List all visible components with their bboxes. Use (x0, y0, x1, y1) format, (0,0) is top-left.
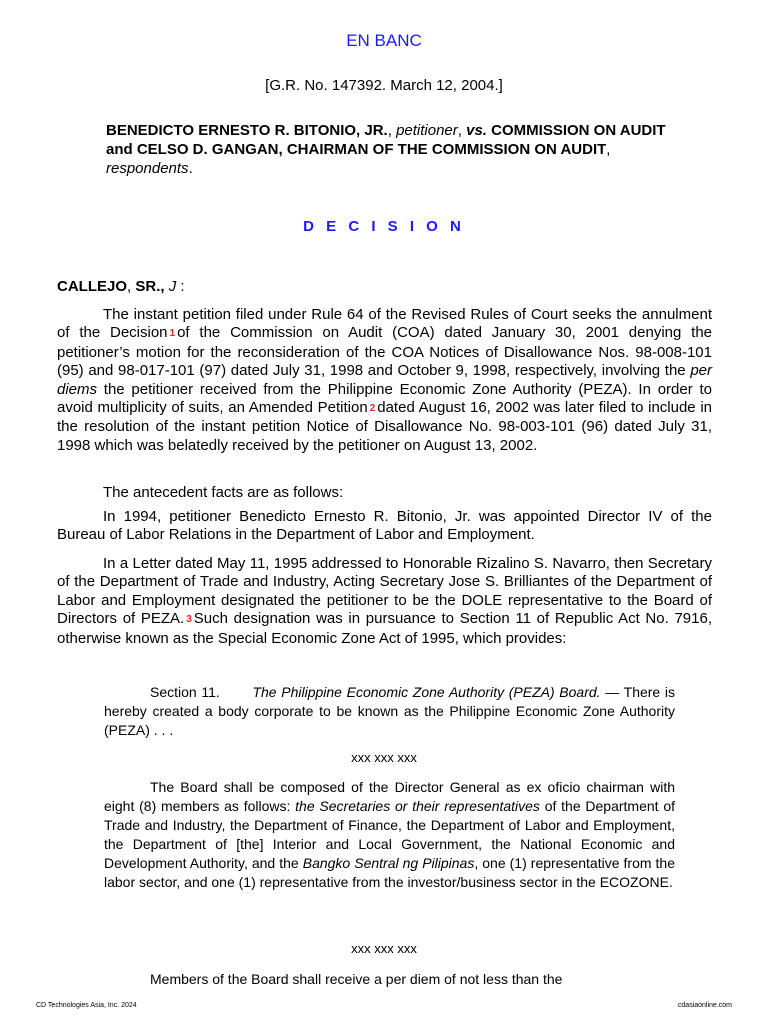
ponente-title: J (168, 278, 177, 295)
petitioner-role: petitioner (396, 122, 458, 139)
section-title: The Philippine Economic Zone Authority (PEZA) Board. (252, 684, 601, 700)
italic-term: the Secretaries or their representatives (295, 798, 540, 814)
petitioner-name: BENEDICTO ERNESTO R. BITONIO, JR. (106, 122, 388, 139)
paragraph-text: of the Commission on Audit (COA) dated January 30, 2001 denying the petitioner’s motion for the reconsideration of the COA Notices of Disallowance Nos. 98-008-101 (95) and 98-017-101 (97) dated July 31, 1998 and October 9, 1998, respectively, involving the (57, 324, 712, 380)
paragraph-4 (57, 555, 712, 648)
omission-separator: xxx xxx xxx (351, 750, 417, 765)
italic-term: Bangko Sentral ng Pilipinas (302, 855, 475, 871)
decision-title: D E C I S I O N (303, 218, 465, 235)
respondent-names: COMMISSION ON AUDIT and CELSO D. GANGAN, CHAIRMAN OF THE COMMISSION ON AUDIT (106, 122, 666, 158)
case-parties: BENEDICTO ERNESTO R. BITONIO, JR., petitioner, vs. COMMISSION ON AUDIT and CELSO D. GANGAN, CHAIRMAN OF THE COMMISSION ON AUDIT, respondents. (106, 122, 666, 177)
paragraph-text: In 1994, petitioner Benedicto Ernesto R. Bitonio, Jr. was appointed Director IV of the Bureau of Labor Relations in the Department of Labor and Employment. (57, 508, 712, 544)
quote-text: — There is hereby created a body corporate to be known as the Philippine Economic Zone Authority (PEZA) . . . (104, 684, 675, 738)
omission-separator: xxx xxx xxx (351, 941, 417, 956)
quote-text: , one (1) representative from the labor sector, and one (1) representative from the investor/business sector in the ECOZONE. (104, 855, 675, 890)
quoted-per-diem (104, 970, 675, 989)
footer-site-link[interactable]: cdasiaonline.com (677, 1002, 732, 1009)
ponente-suffix: SR., (135, 278, 165, 295)
section-label: Section 11. (150, 684, 220, 700)
paragraph-text: Such designation was in pursuance to Section 11 of Republic Act No. 7916, otherwise known as the Special Economic Zone Act of 1995, which provides: (57, 610, 712, 647)
quoted-board-composition (104, 778, 675, 892)
division-heading: EN BANC (346, 31, 422, 50)
quoted-section-11 (104, 683, 675, 740)
paragraph-2 (57, 484, 712, 502)
paragraph-text: dated August 16, 2002 was later filed to include in the resolution of the instant petition Notice of Disallowance No. 98-003-101 (96) dated July 31, 1998 which was belatedly received by the petitioner on August 13, 2002. (57, 399, 712, 454)
paragraph-text: The instant petition filed under Rule 64 of the Revised Rules of Court seeks the annulment of the Decision (57, 306, 712, 342)
paragraph-1 (57, 306, 712, 455)
paragraph-3 (57, 508, 712, 545)
ponente-name: CALLEJO (57, 278, 128, 295)
versus: vs. (466, 122, 487, 139)
ponente: CALLEJO, SR., J : (57, 278, 185, 295)
footnote-ref-3[interactable]: 3 (186, 614, 192, 626)
paragraph-text: In a Letter dated May 11, 1995 addressed to Honorable Rizalino S. Navarro, then Secretary of the Department of Trade and Industry, Acting Secretary Jose S. Brilliantes of the Department of Labor and Employment designated the petitioner to be the DOLE representative to the Board of Directors of PEZA. (57, 555, 712, 628)
footnote-ref-1[interactable]: 1 (169, 328, 176, 340)
paragraph-text: the petitioner received from the Philippine Economic Zone Authority (PEZA). In order to avoid multiplicity of suits, an Amended Petition (57, 380, 713, 417)
respondent-role: respondents (106, 160, 189, 177)
italic-term: per diems (57, 362, 712, 398)
case-number: [G.R. No. 147392. March 12, 2004.] (265, 77, 503, 94)
quote-text: of the Department of Trade and Industry, the Department of Finance, the Department of Labor and Employment, the Department of [the] Interior and Local Government, the National Economic and Development Authority, and the (104, 798, 675, 871)
paragraph-text: The antecedent facts are as follows: (103, 484, 344, 501)
footer-copyright: CD Technologies Asia, Inc. 2024 (36, 1002, 137, 1009)
quote-text: The Board shall be composed of the Director General as ex oficio chairman with eight (8) members as follows: (104, 779, 675, 814)
quote-text: Members of the Board shall receive a per diem of not less than the (150, 971, 563, 987)
footnote-ref-2[interactable]: 2 (369, 403, 376, 415)
